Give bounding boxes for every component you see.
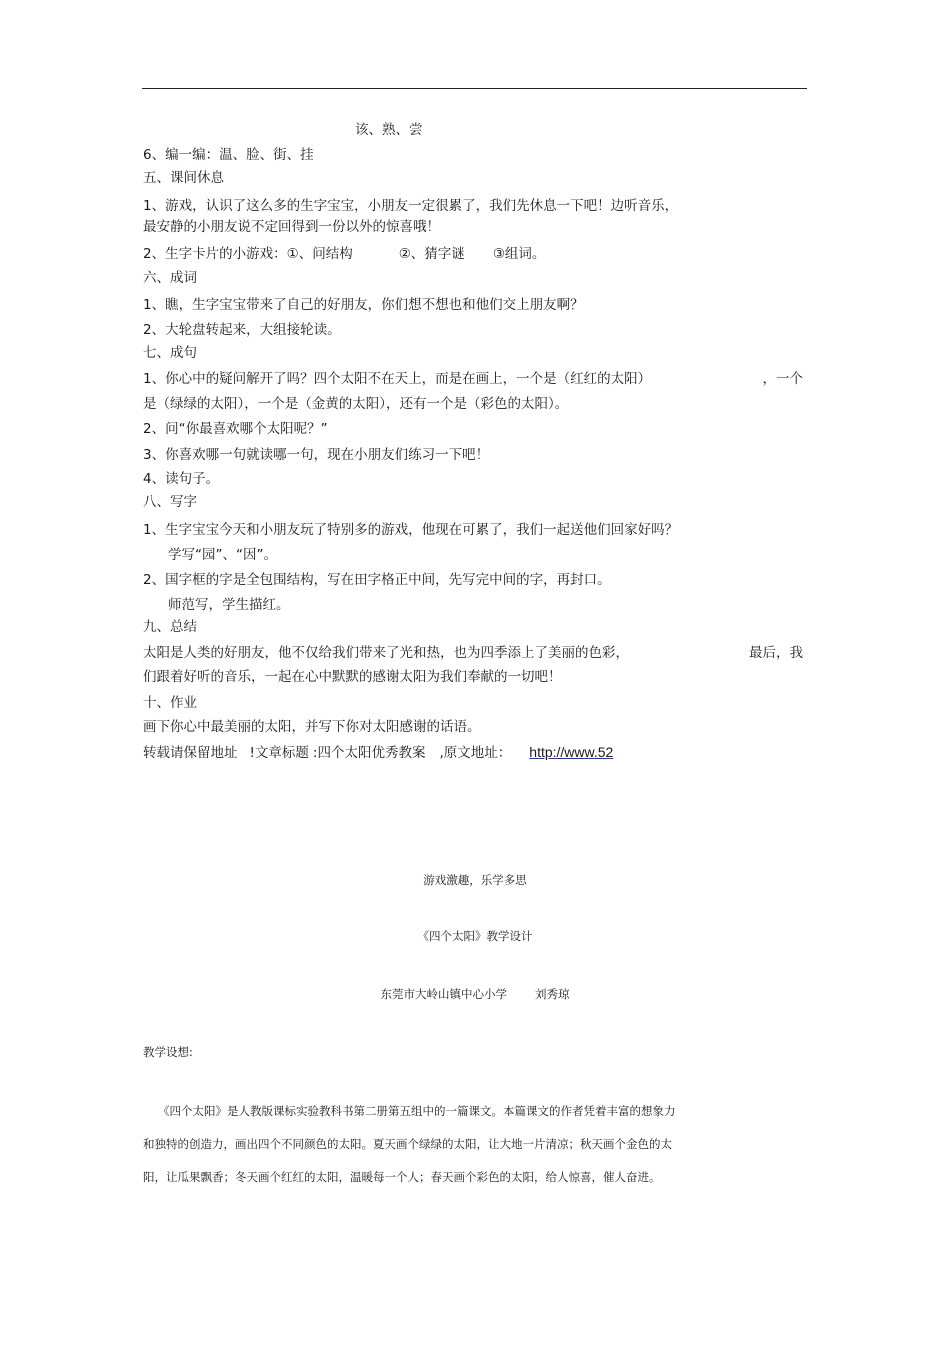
s8-item1: 1、生字宝宝今天和小朋友玩了特别多的游戏，他现在可累了，我们一起送他们回家好吗？ — [143, 522, 679, 538]
repost-c: :四个太阳优秀教案 — [312, 745, 426, 761]
section-9-heading: 九、总结 — [143, 619, 197, 635]
repost-b: !文章标题 — [249, 745, 309, 761]
s5-item2 — [143, 245, 545, 263]
s5-item1-b: 最安静的小朋友说不定回得到一份以外的惊喜哦！ — [143, 219, 440, 235]
s5-item2-c: ③组词。 — [492, 246, 546, 262]
s7-item1-c: 是（绿绿的太阳），一个是（金黄的太阳），还有一个是（彩色的太阳）。 — [143, 396, 569, 412]
s8-item2-b: 师范写，学生描红。 — [168, 597, 290, 613]
repost-line — [143, 743, 613, 762]
s8-item2: 2、国字框的字是全包围结构，写在田字格正中间，先写完中间的字，再封口。 — [143, 572, 611, 588]
idea-label: 教学设想: — [143, 1045, 193, 1059]
header-rule — [142, 88, 807, 89]
s7-item1-a — [143, 370, 803, 388]
s8-item1-b: 学写“园”、“因”。 — [168, 547, 277, 563]
s6-item2: 2、大轮盘转起来，大组接轮读。 — [143, 322, 341, 338]
section-5-heading: 五、课间休息 — [143, 170, 224, 186]
sub-title: 游戏激趣，乐学多思 — [423, 873, 527, 887]
author-name: 刘秀琼 — [535, 987, 570, 1001]
s5-item2-a: 2、生字卡片的小游戏：①、问结构 — [143, 246, 353, 262]
chars-line: 该、熟、尝 — [355, 122, 423, 138]
section-7-heading: 七、成句 — [143, 345, 197, 361]
intro-para-1: 《四个太阳》是人教版课标实验教科书第二册第五组中的一篇课文。本篇课文的作者凭着丰富的想象力 — [158, 1104, 676, 1118]
s9-a-text: 太阳是人类的好朋友，他不仅给我们带来了光和热，也为四季添上了美丽的色彩， — [143, 645, 629, 661]
intro-para-2: 和独特的创造力，画出四个不同颜色的太阳。夏天画个绿绿的太阳，让大地一片清凉；秋天画个金色的太 — [143, 1137, 672, 1151]
s7-item3: 3、你喜欢哪一句就读哪一句，现在小朋友们练习一下吧！ — [143, 447, 490, 463]
s7-item2: 2、问“你最喜欢哪个太阳呢？” — [143, 421, 328, 437]
intro-para-3: 阳，让瓜果飘香；冬天画个红红的太阳，温暖每一个人；春天画个彩色的太阳，给人惊喜，催人奋进。 — [143, 1170, 661, 1184]
design-title: 《四个太阳》教学设计 — [417, 929, 533, 943]
school-author — [0, 985, 950, 1003]
s9-line-a — [143, 644, 803, 662]
repost-a: 转载请保留地址 — [143, 745, 238, 761]
original-url-link[interactable]: http://www.52 — [529, 744, 614, 760]
section-6-heading: 六、成词 — [143, 270, 197, 286]
s5-item2-b: ②、猜字谜 — [398, 246, 465, 262]
item-6: 6、编一编：温、脸、街、挂 — [143, 147, 314, 163]
s7-item1-a-text: 1、你心中的疑问解开了吗？四个太阳不在天上，而是在画上，一个是（红红的太阳） — [143, 371, 652, 387]
s10-text: 画下你心中最美丽的太阳，并写下你对太阳感谢的话语。 — [143, 719, 481, 735]
s9-b-text: 最后，我 — [749, 645, 803, 661]
s9-line-c: 们跟着好听的音乐，一起在心中默默的感谢太阳为我们奉献的一切吧！ — [143, 669, 562, 685]
repost-d: ,原文地址： — [439, 745, 512, 761]
section-10-heading: 十、作业 — [143, 695, 197, 711]
school-name: 东莞市大岭山镇中心小学 — [380, 987, 507, 1001]
s7-item1-b-text: ，一个 — [762, 371, 803, 387]
section-8-heading: 八、写字 — [143, 494, 197, 510]
s5-item1-a: 1、游戏，认识了这么多的生字宝宝，小朋友一定很累了，我们先休息一下吧！边听音乐， — [143, 198, 679, 214]
s6-item1: 1、瞧，生字宝宝带来了自己的好朋友，你们想不想也和他们交上朋友啊？ — [143, 297, 584, 313]
s7-item4: 4、读句子。 — [143, 471, 220, 487]
